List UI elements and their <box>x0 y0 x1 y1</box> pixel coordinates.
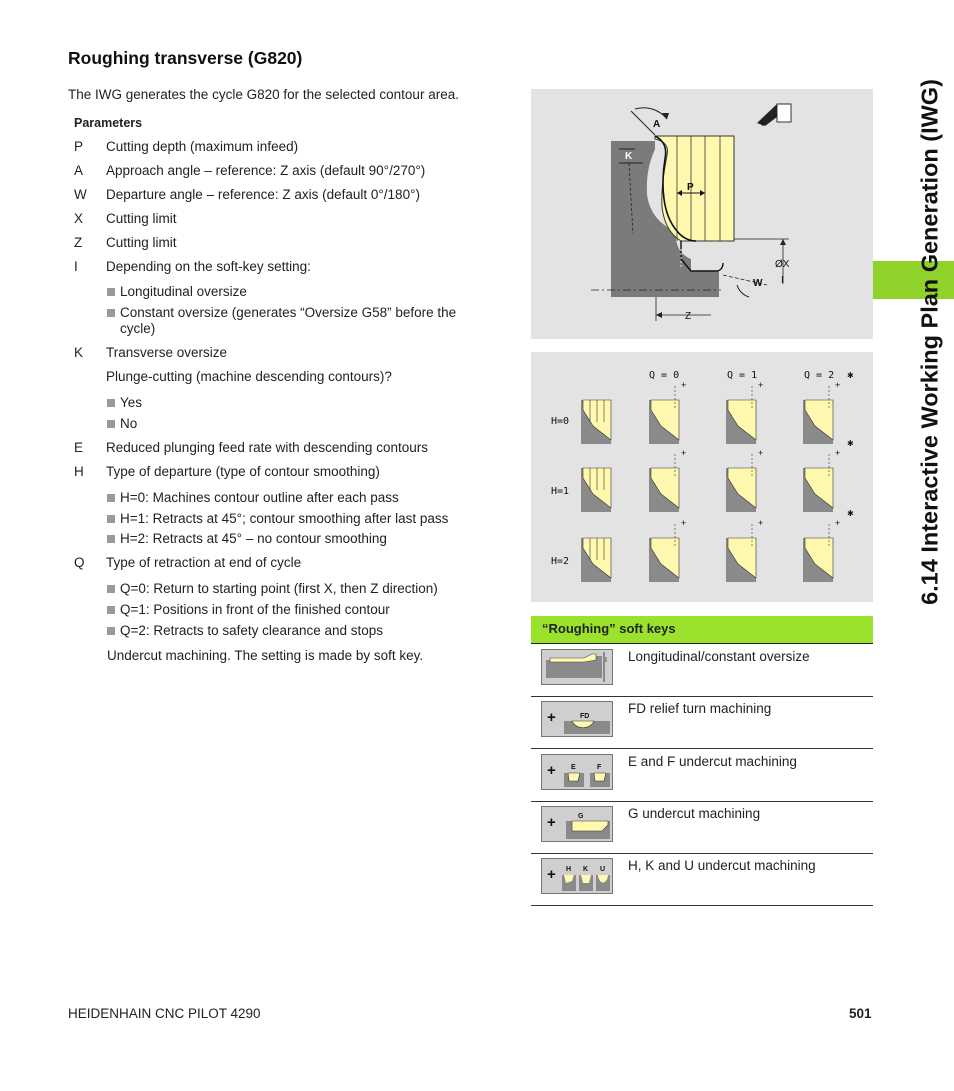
param-key: K <box>74 345 84 360</box>
bullet-item: No <box>107 416 497 432</box>
label-p: P <box>687 182 694 193</box>
param-key: E <box>74 440 84 455</box>
start-point-icon: ✱ <box>847 371 854 380</box>
page-number: 501 <box>849 1006 872 1021</box>
param-row-x <box>74 211 177 226</box>
label-w: W <box>753 278 763 289</box>
bullet-square-icon <box>107 585 115 593</box>
label-q1: Q = 1 <box>727 370 758 381</box>
softkey-label: H, K and U undercut machining <box>628 858 816 873</box>
bullet-item: H=0: Machines contour outline after each pass <box>107 490 497 506</box>
svg-text:+: + <box>759 118 766 130</box>
param-row-i <box>74 259 311 274</box>
svg-text:+: + <box>547 866 556 883</box>
softkey-label: G undercut machining <box>628 806 761 821</box>
param-row-w <box>74 187 420 202</box>
label-k: K <box>625 151 633 162</box>
param-text: Cutting limit <box>106 235 177 250</box>
label-h0: H=0 <box>551 416 570 427</box>
param-text: Depending on the soft-key setting: <box>106 259 311 274</box>
bullet-square-icon <box>107 515 115 523</box>
softkey-label: FD relief turn machining <box>628 701 772 716</box>
label-h1: H=1 <box>551 486 570 497</box>
bullet-square-icon <box>107 494 115 502</box>
param-key: I <box>74 259 78 274</box>
bullet-square-icon <box>107 535 115 543</box>
param-row-e <box>74 440 428 455</box>
softkey-row-fd[interactable] <box>531 696 873 749</box>
param-key: Z <box>74 235 83 250</box>
svg-text:+: + <box>547 709 556 726</box>
bullet-item: H=1: Retracts at 45°; contour smoothing after last pass <box>107 511 497 527</box>
hq-cells <box>581 371 854 582</box>
oversize-icon[interactable] <box>541 649 613 685</box>
label-x: ØX <box>775 259 790 270</box>
param-text: Cutting limit <box>106 211 177 226</box>
label-i: I <box>781 275 784 286</box>
svg-text:K: K <box>583 866 589 873</box>
parameters-heading: Parameters <box>74 116 143 130</box>
bullet-item: Q=0: Return to starting point (first X, then Z direction) <box>107 581 497 597</box>
param-row-q <box>74 555 301 570</box>
bullet-square-icon <box>107 420 115 428</box>
param-text: Approach angle – reference: Z axis (default 90°/270°) <box>106 163 426 178</box>
start-point-icon: ✱ <box>847 509 854 518</box>
label-a: A <box>653 119 661 130</box>
svg-text:+: + <box>547 814 556 831</box>
param-text: Type of departure (type of contour smoothing) <box>106 464 380 479</box>
param-key: H <box>74 464 84 479</box>
tool-marker-icon: + <box>758 448 764 458</box>
svg-text:H: H <box>566 866 572 873</box>
tool-marker-icon: + <box>758 518 764 528</box>
param-row-h <box>74 464 380 479</box>
footer-product: HEIDENHAIN CNC PILOT 4290 <box>68 1006 261 1021</box>
param-text: Reduced plunging feed rate with descending contours <box>106 440 428 455</box>
param-row-z <box>74 235 177 250</box>
roughing-diagram-svg <box>531 89 873 339</box>
bullet-square-icon <box>107 399 115 407</box>
svg-text:U: U <box>600 866 606 873</box>
softkey-label: Longitudinal/constant oversize <box>628 649 810 664</box>
label-q2: Q = 2 <box>804 370 835 381</box>
softkey-row-oversize[interactable] <box>531 644 873 697</box>
svg-text:E: E <box>571 764 576 771</box>
softkey-row-g[interactable] <box>531 801 873 854</box>
param-key: A <box>74 163 84 178</box>
tool-marker-icon: + <box>758 380 764 390</box>
svg-text:G: G <box>578 813 584 820</box>
tool-marker-icon: + <box>835 380 841 390</box>
param-row-p <box>74 139 298 154</box>
param-text: Cutting depth (maximum infeed) <box>106 139 299 154</box>
param-text: Departure angle – reference: Z axis (default 0°/180°) <box>106 187 420 202</box>
bullet-square-icon <box>107 627 115 635</box>
svg-text:FD: FD <box>580 713 590 720</box>
tool-marker-icon: + <box>835 448 841 458</box>
svg-text:I: I <box>605 657 607 664</box>
label-h2: H=2 <box>551 556 570 567</box>
param-key: Q <box>74 555 85 570</box>
param-row-plunge <box>74 369 392 384</box>
bullet-item: H=2: Retracts at 45° – no contour smoothing <box>107 531 497 547</box>
param-key: P <box>74 139 84 154</box>
hku-undercut-icon[interactable] <box>541 858 613 894</box>
softkey-row-ef[interactable] <box>531 749 873 802</box>
tool-marker-icon: + <box>681 518 687 528</box>
section-title: Roughing transverse (G820) <box>68 48 303 68</box>
bullet-item: Longitudinal oversize <box>107 284 497 300</box>
label-q0: Q = 0 <box>649 370 680 381</box>
param-text: Plunge-cutting (machine descending contours)? <box>106 369 392 384</box>
param-text: Transverse oversize <box>106 345 228 360</box>
bullet-square-icon <box>107 288 115 296</box>
bullet-item: Yes <box>107 395 497 411</box>
chapter-title: 6.14 Interactive Working Plan Generation (IWG) <box>916 79 943 605</box>
param-text: Type of retraction at end of cycle <box>106 555 302 570</box>
param-row-a <box>74 163 425 178</box>
hq-matrix-svg <box>531 352 873 602</box>
bullet-item: Q=1: Positions in front of the finished contour <box>107 602 497 618</box>
svg-text:F: F <box>597 764 602 771</box>
fd-relief-icon[interactable] <box>541 701 613 737</box>
roughing-diagram <box>531 89 873 339</box>
departure-retraction-diagram <box>531 352 873 602</box>
tool-marker-icon: + <box>835 518 841 528</box>
param-row-k <box>74 345 227 360</box>
tool-marker-icon: + <box>681 448 687 458</box>
param-key: W <box>74 187 87 202</box>
softkey-row-hku[interactable] <box>531 853 873 906</box>
bullet-square-icon <box>107 606 115 614</box>
bullet-item: Q=2: Retracts to safety clearance and stops <box>107 623 497 639</box>
bullet-item: Constant oversize (generates “Oversize G58” before the cycle) <box>107 305 497 337</box>
bullet-square-icon <box>107 309 115 317</box>
softkey-label: E and F undercut machining <box>628 754 797 769</box>
softkeys-heading: “Roughing” soft keys <box>531 616 873 644</box>
undercut-note: Undercut machining. The setting is made by soft key. <box>107 648 424 663</box>
start-point-icon: ✱ <box>847 439 854 448</box>
svg-text:+: + <box>547 762 556 779</box>
g-undercut-icon[interactable] <box>541 806 613 842</box>
tool-marker-icon: + <box>681 380 687 390</box>
param-key: X <box>74 211 84 226</box>
label-z: Z <box>685 311 692 322</box>
ef-undercut-icon[interactable] <box>541 754 613 790</box>
intro-text: The IWG generates the cycle G820 for the selected contour area. <box>68 87 459 102</box>
